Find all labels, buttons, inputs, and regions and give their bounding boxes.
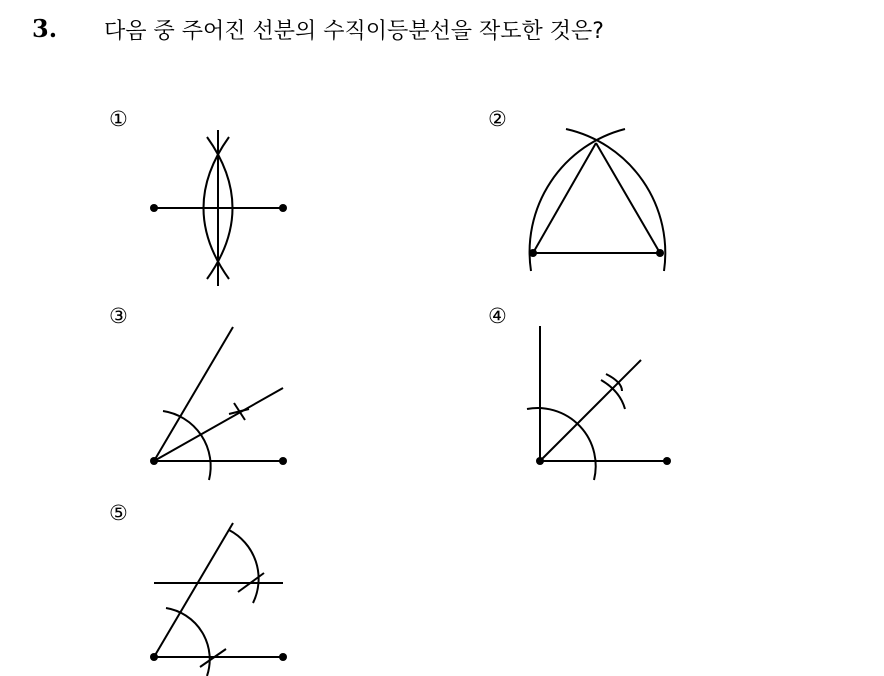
choice-label-4[interactable]: ④ — [488, 304, 507, 328]
figure-5-point-a — [150, 653, 158, 661]
figure-5-parallel-line — [150, 523, 287, 676]
choice-label-2[interactable]: ② — [488, 107, 507, 131]
figure-1-endpoint-a — [150, 204, 158, 212]
figure-4-vertex — [536, 457, 544, 465]
question-number: 3. — [32, 14, 58, 43]
figure-1-endpoint-b — [279, 204, 287, 212]
figure-5-arc-upper — [229, 530, 259, 603]
figure-4-arc — [527, 408, 596, 480]
choice-label-5[interactable]: ⑤ — [109, 501, 128, 525]
figure-4-ray-end — [663, 457, 671, 465]
figure-2-vertex-a — [529, 249, 537, 257]
choice-label-1[interactable]: ① — [109, 107, 128, 131]
figure-1-perpendicular-bisector — [150, 130, 287, 286]
figure-2-right-side — [596, 143, 660, 253]
figure-2-equilateral-triangle — [529, 129, 665, 271]
figure-3-vertex — [150, 457, 158, 465]
figure-3-arc — [163, 411, 211, 480]
figure-3-angle-bisector — [150, 327, 287, 480]
figure-5-point-b — [279, 653, 287, 661]
figure-3-bisector — [154, 388, 283, 461]
figure-2-vertex-b — [656, 249, 664, 257]
figure-5-transversal — [154, 523, 233, 657]
figure-3-ray-slanted — [154, 327, 233, 461]
choice-label-3[interactable]: ③ — [109, 304, 128, 328]
figure-4-right-angle-bisector — [527, 326, 671, 480]
question-text: 다음 중 주어진 선분의 수직이등분선을 작도한 것은? — [104, 19, 604, 44]
figure-4-mark-1 — [601, 380, 625, 409]
figure-3-ray-end — [279, 457, 287, 465]
figure-2-arc-a — [530, 129, 625, 271]
